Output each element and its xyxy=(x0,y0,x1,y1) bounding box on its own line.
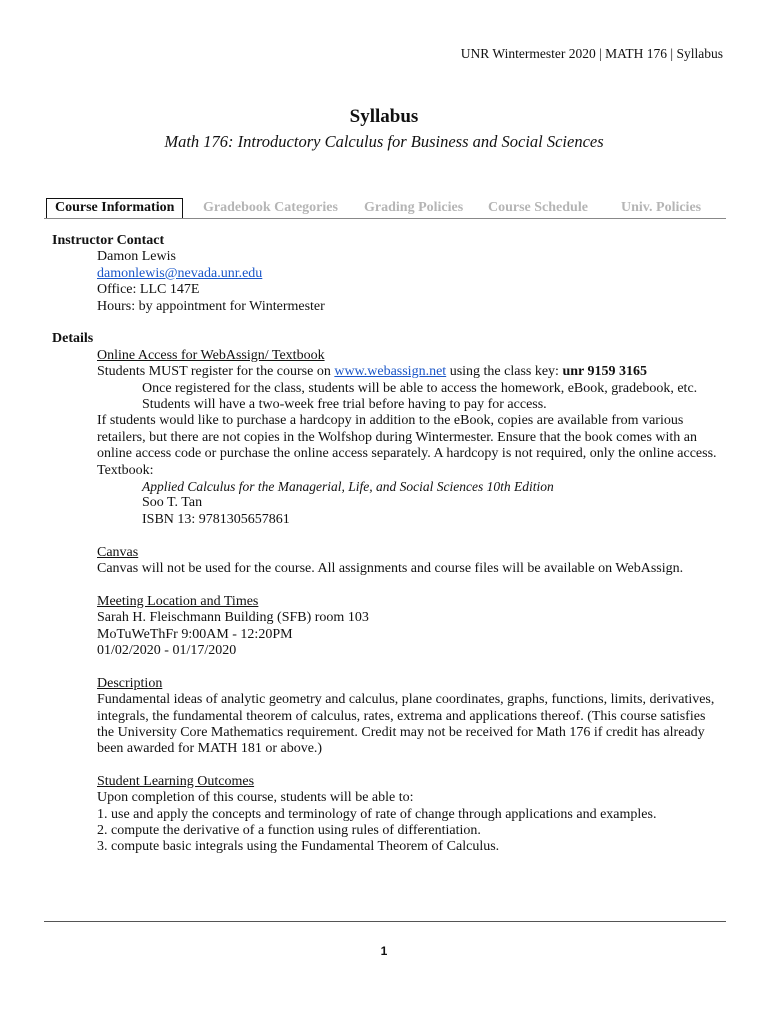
running-header: UNR Wintermester 2020 | MATH 176 | Syllabus xyxy=(460,46,723,61)
outcomes-intro: Upon completion of this course, students will be able to: xyxy=(97,790,414,806)
meeting-location: Sarah H. Fleischmann Building (SFB) room 103 xyxy=(97,610,369,626)
webassign-link[interactable]: www.webassign.net xyxy=(334,364,447,380)
instructor-name: Damon Lewis xyxy=(97,249,176,265)
instructor-heading: Instructor Contact xyxy=(52,233,165,248)
canvas-heading: Canvas xyxy=(97,544,139,560)
outcomes-heading: Student Learning Outcomes xyxy=(97,773,255,789)
outcome-item: 2. compute the derivative of a function using rules of differentiation. xyxy=(97,823,481,838)
meeting-heading: Meeting Location and Times xyxy=(97,593,259,609)
instructor-email-link[interactable]: damonlewis@nevada.unr.edu xyxy=(97,265,263,281)
page-title: Syllabus xyxy=(349,106,419,127)
tab-course-schedule[interactable]: Course Schedule xyxy=(488,200,588,215)
footer-divider xyxy=(44,921,726,922)
page-number: 1 xyxy=(380,944,388,958)
page-subtitle: Math 176: Introductory Calculus for Business and Social Sciences xyxy=(164,132,604,151)
meeting-times: MoTuWeThFr 9:00AM - 12:20PM xyxy=(97,626,293,642)
tab-bar xyxy=(44,198,726,219)
hardcopy-paragraph: If students would like to purchase a hardcopy in addition to the eBook, copies are available from various retailers, but there are not copies in the Wolfshop during Wintermester. Ensure that the book comes with an online access code or purchase the online access separately. A hardcopy is not required, only the online access. xyxy=(97,413,717,462)
register-text-mid: using the class key: xyxy=(446,364,563,380)
tab-grading-policies[interactable]: Grading Policies xyxy=(364,200,464,215)
book-title: Applied Calculus for the Managerial, Life, and Social Sciences 10th Edition xyxy=(142,479,554,494)
book-isbn: ISBN 13: 9781305657861 xyxy=(142,511,290,527)
outcome-item: 3. compute basic integrals using the Fundamental Theorem of Calculus. xyxy=(97,839,500,855)
meeting-dates: 01/02/2020 - 01/17/2020 xyxy=(97,643,237,658)
outcome-item: 1. use and apply the concepts and terminology of rate of change through applications and examples. xyxy=(97,806,657,822)
tab-gradebook-categories[interactable]: Gradebook Categories xyxy=(203,200,338,215)
description-text: Fundamental ideas of analytic geometry and calculus, plane coordinates, graphs, functions, limits, derivatives, integrals, the fundamental theorem of calculus, rates, extrema and applications thereof. (This course satisfies the University Core Mathematics requirement. Credit may not be received for Math 176 if credit has already been awarded for MATH 181 or above.) xyxy=(97,692,715,757)
instructor-hours: Hours: by appointment for Wintermester xyxy=(97,298,325,314)
instructor-office: Office: LLC 147E xyxy=(97,282,200,298)
tab-univ-policies[interactable]: Univ. Policies xyxy=(621,200,702,215)
register-text-pre: Students MUST register for the course on xyxy=(97,364,335,380)
trial-note: Students will have a two-week free trial before having to pay for access. xyxy=(142,397,547,412)
online-access-heading: Online Access for WebAssign/ Textbook xyxy=(97,347,325,363)
registered-note: Once registered for the class, students will be able to access the homework, eBook, gradebook, etc. xyxy=(142,380,698,396)
register-line xyxy=(97,364,647,380)
class-key: unr 9159 3165 xyxy=(562,364,647,380)
description-heading: Description xyxy=(97,675,163,691)
details-heading: Details xyxy=(52,331,94,347)
book-author: Soo T. Tan xyxy=(142,495,203,511)
canvas-text: Canvas will not be used for the course. All assignments and course files will be available on WebAssign. xyxy=(97,561,684,576)
tab-course-information[interactable]: Course Information xyxy=(46,198,183,218)
textbook-label: Textbook: xyxy=(97,462,154,478)
